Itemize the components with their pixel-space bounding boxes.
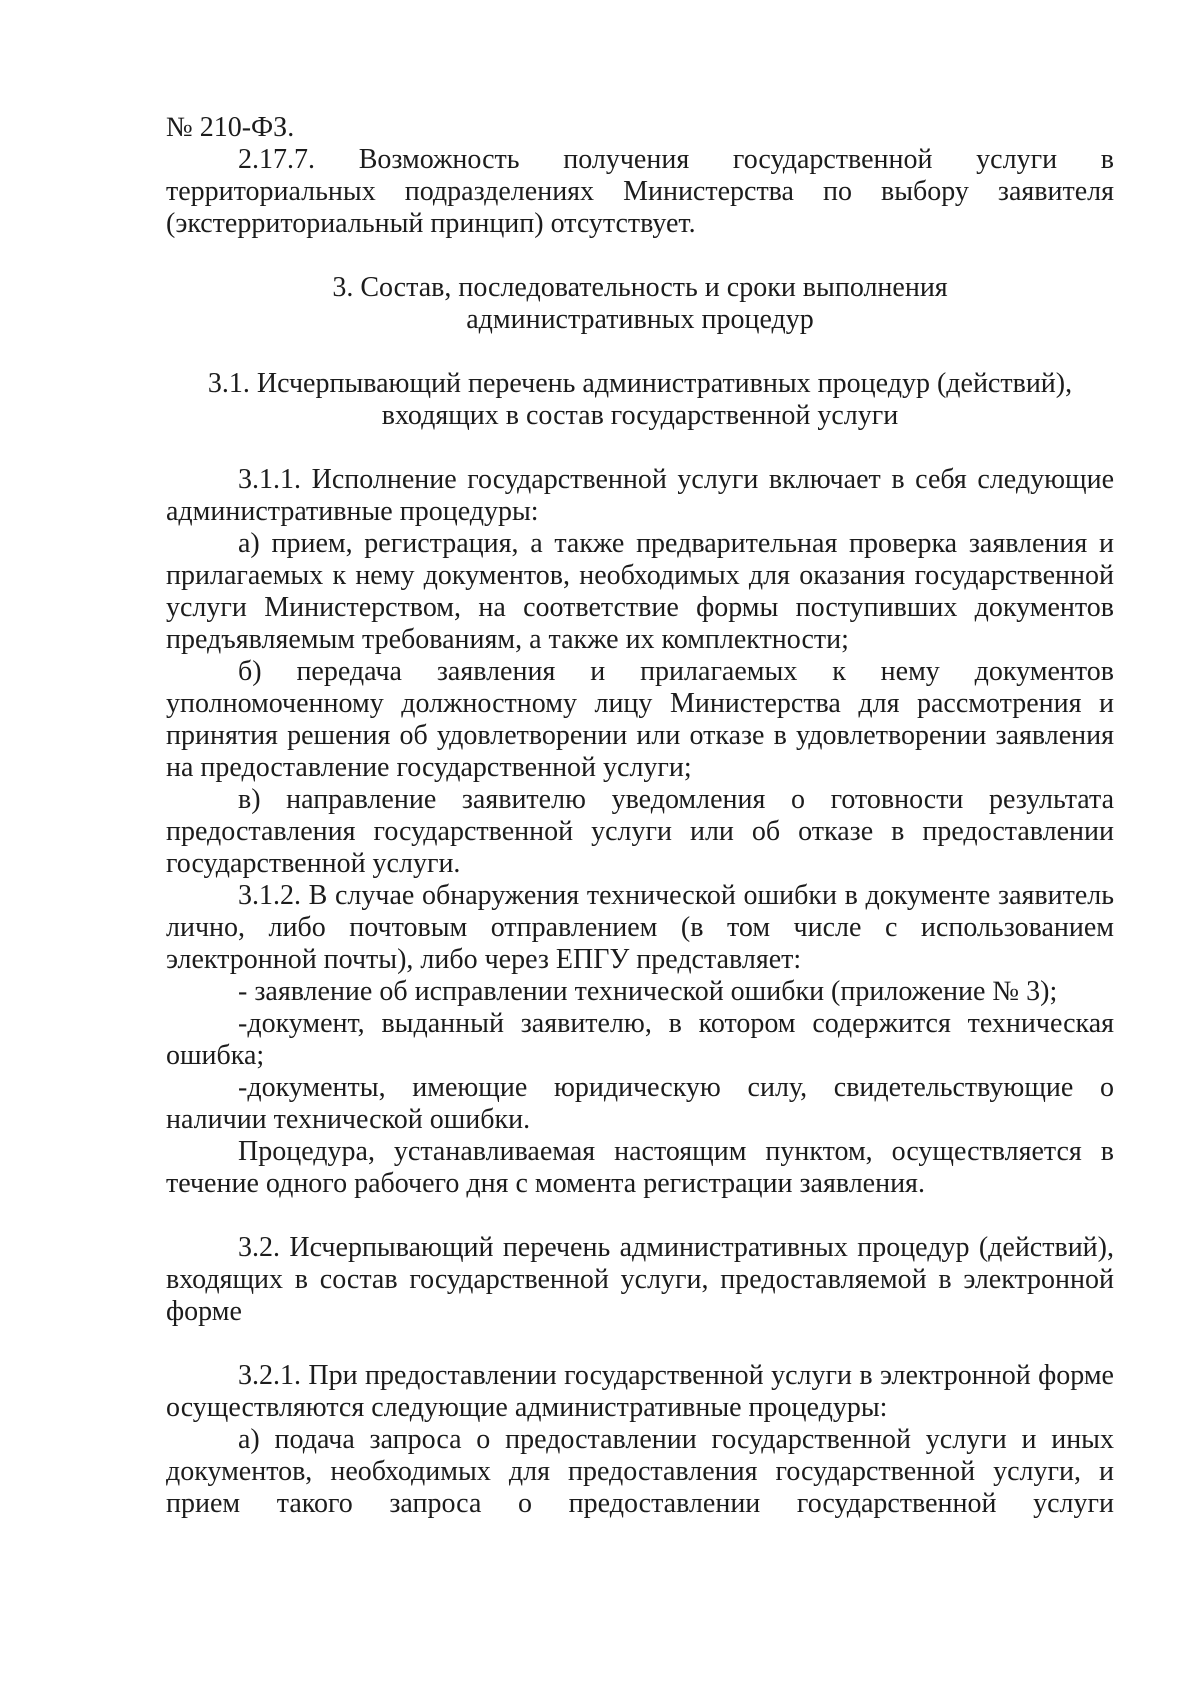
paragraph-procedure: Процедура, устанавливаемая настоящим пунктом, осуществляется в течение одного рабочего дня с момента регистрации заявления. (166, 1136, 1114, 1199)
paragraph-3-1-1-a: а) прием, регистрация, а также предварительная проверка заявления и прилагаемых к нему документов, необходимых для оказания государственной услуги Министерством, на соответствие формы поступивших документов предъявляемым требованиям, а также их комплектности; (166, 528, 1114, 655)
paragraph-3-1-1-b: б) передача заявления и прилагаемых к нему документов уполномоченному должностному лицу Министерства для рассмотрения и принятия решения об удовлетворении или отказе в удовлетворении заявления на предоставление государственной услуги; (166, 656, 1114, 783)
subsection-3-1-heading: 3.1. Исчерпывающий перечень административных процедур (действий), входящих в состав государственной услуги (207, 368, 1073, 431)
subsection-3-2-heading: 3.2. Исчерпывающий перечень административных процедур (действий), входящих в состав государственной услуги, предоставляемой в электронной форме (166, 1232, 1114, 1327)
paragraph-3-1-2-item-1: - заявление об исправлении технической ошибки (приложение № 3); (238, 976, 1058, 1007)
paragraph-3-1-2-item-2: -документ, выданный заявителю, в котором содержится техническая ошибка; (166, 1008, 1114, 1071)
section-3-heading: 3. Состав, последовательность и сроки выполнения административных процедур (332, 272, 948, 335)
document-body (166, 112, 1114, 1520)
paragraph-2-17-7: 2.17.7. Возможность получения государственной услуги в территориальных подразделениях Министерства по выбору заявителя (экстерриториальный принцип) отсутствует. (166, 144, 1114, 239)
paragraph-3-1-1-v: в) направление заявителю уведомления о готовности результата предоставления государственной услуги или об отказе в предоставлении государственной услуги. (166, 784, 1114, 879)
paragraph-3-1-1: 3.1.1. Исполнение государственной услуги включает в себя следующие административные процедуры: (166, 464, 1114, 527)
paragraph-3-2-1: 3.2.1. При предоставлении государственной услуги в электронной форме осуществляются следующие административные процедуры: (166, 1360, 1114, 1423)
paragraph-3-1-2: 3.1.2. В случае обнаружения технической ошибки в документе заявитель лично, либо почтовым отправлением (в том числе с использованием электронной почты), либо через ЕПГУ представляет: (166, 880, 1114, 975)
paragraph-3-2-1-a: а) подача запроса о предоставлении государственной услуги и иных документов, необходимых для предоставления государственной услуги, и прием такого запроса о предоставлении государственной услуги (166, 1424, 1114, 1519)
paragraph-3-1-2-item-3: -документы, имеющие юридическую силу, свидетельствующие о наличии технической ошибки. (166, 1072, 1114, 1135)
law-reference: № 210-ФЗ. (166, 112, 295, 143)
